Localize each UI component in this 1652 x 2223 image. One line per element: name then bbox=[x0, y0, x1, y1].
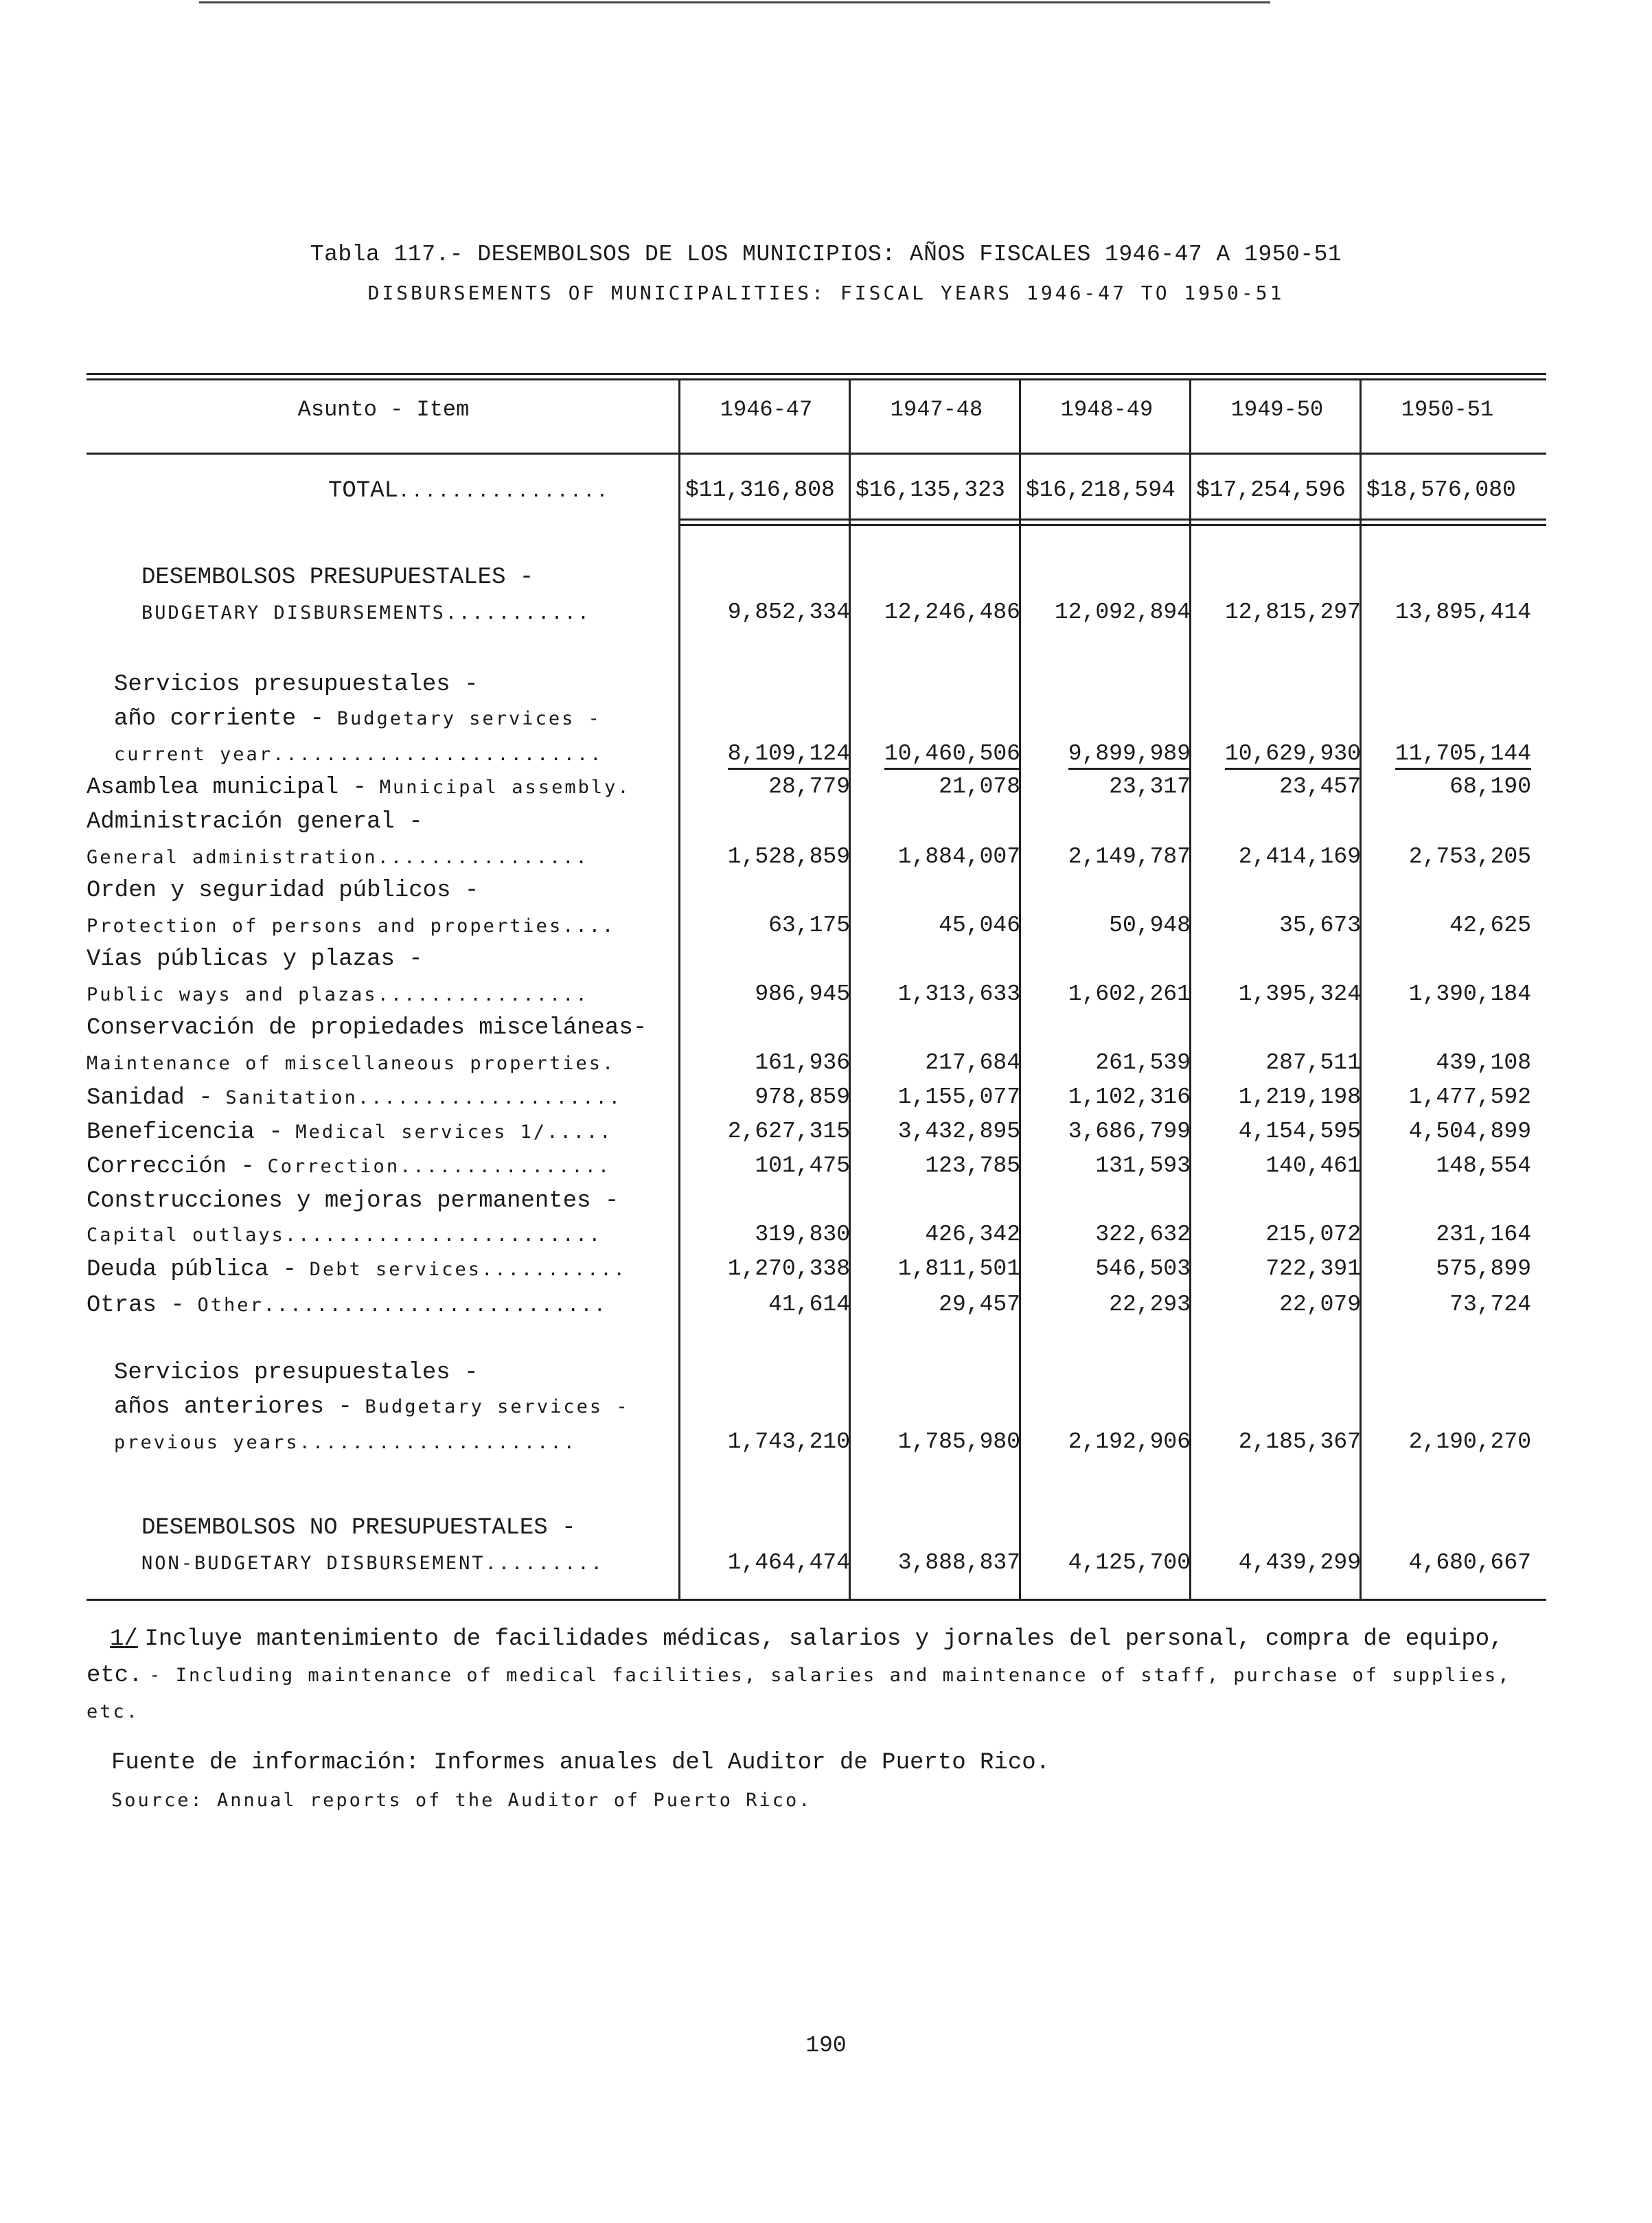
cell: 68,190 bbox=[1449, 774, 1531, 799]
cell: 41,614 bbox=[768, 1292, 850, 1317]
row-label-en: Capital outlays bbox=[87, 1224, 285, 1246]
row-label-es: Asamblea municipal - bbox=[87, 775, 367, 801]
row-label-en: BUDGETARY DISBURSEMENTS bbox=[141, 602, 446, 624]
cell: 3,432,895 bbox=[897, 1119, 1020, 1144]
cell: 439,108 bbox=[1436, 1050, 1531, 1075]
disbursements-table bbox=[87, 373, 1546, 1602]
cell: 45,046 bbox=[939, 913, 1020, 938]
row-label-es: Beneficencia - bbox=[87, 1119, 283, 1145]
row-label-es: Corrección - bbox=[87, 1154, 255, 1180]
row-label-es: Vías públicas y plazas - bbox=[87, 946, 423, 972]
row-label-es: Servicios presupuestales - bbox=[114, 1360, 479, 1386]
cell: 4,680,667 bbox=[1408, 1550, 1531, 1575]
header-year-1946: 1946-47 bbox=[720, 397, 813, 422]
cell: 1,155,077 bbox=[897, 1084, 1020, 1110]
row-dots: ................ bbox=[377, 847, 589, 868]
cell: 2,192,906 bbox=[1068, 1429, 1191, 1455]
cell: 426,342 bbox=[925, 1222, 1020, 1247]
cell: 1,884,007 bbox=[897, 844, 1020, 869]
row-label-es: Orden y seguridad públicos - bbox=[87, 878, 479, 904]
header-year-1949: 1949-50 bbox=[1230, 397, 1324, 422]
table-top-rule-2 bbox=[87, 378, 1546, 380]
cell: 1,743,210 bbox=[727, 1429, 850, 1455]
row-label-es: Otras - bbox=[87, 1292, 185, 1319]
header-year-1947: 1947-48 bbox=[890, 397, 983, 422]
cell: 21,078 bbox=[939, 774, 1020, 799]
row-dots: ........... bbox=[445, 602, 591, 624]
page-number: 190 bbox=[805, 2033, 847, 2058]
cell: 50,948 bbox=[1109, 913, 1191, 938]
cell: 1,811,501 bbox=[897, 1256, 1020, 1281]
row-label-es: año corriente - bbox=[114, 706, 325, 732]
cell: 2,190,270 bbox=[1408, 1429, 1531, 1455]
cell: 23,457 bbox=[1279, 774, 1361, 799]
cell: 2,149,787 bbox=[1068, 844, 1191, 869]
row-label-es: Conservación de propiedades misceláneas- bbox=[87, 1015, 647, 1041]
row-label-en: NON-BUDGETARY DISBURSEMENT bbox=[141, 1553, 485, 1574]
cell: 1,464,474 bbox=[727, 1550, 850, 1575]
cell: 12,092,894 bbox=[1054, 600, 1191, 625]
row-dots: ................ bbox=[398, 480, 610, 501]
cell: 319,830 bbox=[755, 1222, 850, 1247]
cell: 63,175 bbox=[768, 913, 850, 938]
row-dots: .................... bbox=[357, 1087, 622, 1108]
header-year-1950: 1950-51 bbox=[1401, 397, 1494, 422]
cell: 2,414,169 bbox=[1238, 844, 1361, 869]
row-label-en: Public ways and plazas bbox=[87, 984, 378, 1005]
cell: 10,629,930 bbox=[1225, 741, 1361, 770]
row-label-es: años anteriores - bbox=[114, 1394, 352, 1420]
footnote bbox=[87, 1622, 1528, 1731]
footnote-en: - Including maintenance of medical facilities, salaries and maintenance of staff, purchase of supplies, etc. bbox=[87, 1665, 1511, 1722]
cell: 23,317 bbox=[1109, 774, 1191, 799]
row-label-es: Construcciones y mejoras permanentes - bbox=[87, 1188, 619, 1214]
cell: 978,859 bbox=[755, 1084, 850, 1110]
cell: 140,461 bbox=[1265, 1153, 1361, 1178]
cell: 1,602,261 bbox=[1068, 981, 1191, 1007]
cell: 722,391 bbox=[1265, 1256, 1361, 1281]
row-label-en: Correction bbox=[267, 1156, 400, 1177]
row-label: TOTAL bbox=[328, 478, 399, 504]
cell: 1,313,633 bbox=[897, 981, 1020, 1007]
header-bottom-rule bbox=[87, 453, 1546, 455]
row-label-en: Other bbox=[197, 1295, 264, 1316]
table-title-en: DISBURSEMENTS OF MUNICIPALITIES: FISCAL YEARS 1946-47 TO 1950-51 bbox=[367, 282, 1285, 304]
cell: 9,852,334 bbox=[727, 600, 850, 625]
cell: 4,439,299 bbox=[1238, 1550, 1361, 1575]
total-rule-2 bbox=[678, 524, 1546, 526]
row-label-en: Municipal assembly. bbox=[379, 777, 631, 798]
header-year-1948: 1948-49 bbox=[1060, 397, 1154, 422]
cell: 28,779 bbox=[768, 774, 850, 799]
cell: 10,460,506 bbox=[884, 741, 1020, 770]
row-label-es: Deuda pública - bbox=[87, 1257, 297, 1283]
cell: 287,511 bbox=[1265, 1050, 1361, 1075]
cell: 1,270,338 bbox=[727, 1256, 850, 1281]
header-item: Asunto - Item bbox=[297, 397, 470, 422]
cell: $17,254,596 bbox=[1196, 477, 1346, 503]
cell: 2,753,205 bbox=[1408, 844, 1531, 869]
cell: 4,125,700 bbox=[1068, 1550, 1191, 1575]
cell: 322,632 bbox=[1095, 1222, 1191, 1247]
cell: 131,593 bbox=[1095, 1153, 1191, 1178]
cell: 2,627,315 bbox=[727, 1119, 850, 1144]
cell: 1,219,198 bbox=[1238, 1084, 1361, 1110]
cell: 148,554 bbox=[1436, 1153, 1531, 1178]
row-label-en: General administration bbox=[87, 847, 378, 868]
row-dots: ..................... bbox=[299, 1432, 577, 1453]
cell: 12,815,297 bbox=[1224, 600, 1361, 625]
cell: 8,109,124 bbox=[728, 741, 850, 770]
cell: 1,390,184 bbox=[1408, 981, 1531, 1007]
cell: 231,164 bbox=[1436, 1222, 1531, 1247]
footnote-marker: 1/ bbox=[110, 1626, 138, 1652]
source-es: Fuente de información: Informes anuales del Auditor de Puerto Rico. bbox=[111, 1750, 1051, 1776]
source-en: Source: Annual reports of the Auditor of Puerto Rico. bbox=[111, 1790, 812, 1811]
cell: 4,504,899 bbox=[1408, 1119, 1531, 1144]
cell: 3,888,837 bbox=[897, 1550, 1020, 1575]
cell: 29,457 bbox=[939, 1292, 1020, 1317]
row-label-es: Servicios presupuestales - bbox=[114, 672, 479, 698]
row-dots: .... bbox=[562, 915, 616, 937]
row-dots: ......... bbox=[485, 1553, 604, 1574]
cell: 73,724 bbox=[1449, 1292, 1531, 1317]
cell: 42,625 bbox=[1449, 913, 1531, 938]
footnote-es: Incluye mantenimiento de facilidades médicas, salarios y jornales del personal, compra de equipo, etc. bbox=[87, 1626, 1504, 1689]
cell: $11,316,808 bbox=[685, 477, 835, 503]
row-dots: .......................... bbox=[263, 1295, 608, 1316]
cell: 546,503 bbox=[1095, 1256, 1191, 1281]
row-dots: ......................... bbox=[273, 744, 604, 765]
row-label-en: Debt services bbox=[309, 1259, 482, 1280]
row-label-en: Sanitation bbox=[225, 1087, 358, 1108]
row-label-en: current year bbox=[114, 744, 273, 765]
row-dots: ........... bbox=[481, 1259, 627, 1280]
cell: 22,293 bbox=[1109, 1292, 1191, 1317]
row-dots: ..... bbox=[547, 1121, 613, 1143]
cell: $18,576,080 bbox=[1366, 477, 1516, 503]
cell: 1,477,592 bbox=[1408, 1084, 1531, 1110]
cell: 1,785,980 bbox=[897, 1429, 1020, 1455]
top-rule bbox=[199, 1, 1270, 3]
cell: 215,072 bbox=[1265, 1222, 1361, 1247]
cell: 123,785 bbox=[925, 1153, 1020, 1178]
table-title-es: Tabla 117.- DESEMBOLSOS DE LOS MUNICIPIOS: AÑOS FISCALES 1946-47 A 1950-51 bbox=[310, 242, 1342, 267]
cell: 1,395,324 bbox=[1238, 981, 1361, 1007]
cell: 1,528,859 bbox=[727, 844, 850, 869]
row-label-es: DESEMBOLSOS NO PRESUPUESTALES - bbox=[141, 1515, 576, 1541]
cell: 13,895,414 bbox=[1395, 600, 1531, 625]
row-label-en: Medical services 1/ bbox=[295, 1121, 547, 1143]
cell: 1,102,316 bbox=[1068, 1084, 1191, 1110]
cell: 575,899 bbox=[1436, 1256, 1531, 1281]
cell: 101,475 bbox=[755, 1153, 850, 1178]
cell: $16,135,323 bbox=[856, 477, 1005, 503]
cell: $16,218,594 bbox=[1026, 477, 1175, 503]
cell: 9,899,989 bbox=[1068, 741, 1191, 770]
cell: 35,673 bbox=[1279, 913, 1361, 938]
table-bottom-rule bbox=[87, 1599, 1546, 1601]
row-label-en: Maintenance of miscellaneous properties. bbox=[87, 1053, 616, 1074]
row-label-en: Budgetary services - bbox=[336, 708, 601, 729]
row-dots: ........................ bbox=[284, 1224, 602, 1246]
row-label-es: Sanidad - bbox=[87, 1085, 213, 1111]
cell: 11,705,144 bbox=[1395, 741, 1531, 770]
cell: 4,154,595 bbox=[1238, 1119, 1361, 1144]
row-label-es: Administración general - bbox=[87, 809, 423, 835]
row-label-es: DESEMBOLSOS PRESUPUESTALES - bbox=[141, 565, 534, 591]
cell: 161,936 bbox=[755, 1050, 850, 1075]
cell: 12,246,486 bbox=[884, 600, 1020, 625]
table-top-rule bbox=[87, 373, 1546, 375]
cell: 986,945 bbox=[755, 981, 850, 1007]
row-dots: ................ bbox=[400, 1156, 612, 1177]
row-label-en: Protection of persons and properties bbox=[87, 915, 563, 937]
cell: 3,686,799 bbox=[1068, 1119, 1191, 1144]
cell: 22,079 bbox=[1279, 1292, 1361, 1317]
row-dots: ................ bbox=[377, 984, 589, 1005]
row-label-en: Budgetary services - bbox=[365, 1396, 630, 1417]
cell: 2,185,367 bbox=[1238, 1429, 1361, 1455]
row-label-en: previous years bbox=[114, 1432, 299, 1453]
cell: 217,684 bbox=[925, 1050, 1020, 1075]
total-rule bbox=[678, 518, 1546, 521]
cell: 261,539 bbox=[1095, 1050, 1191, 1075]
